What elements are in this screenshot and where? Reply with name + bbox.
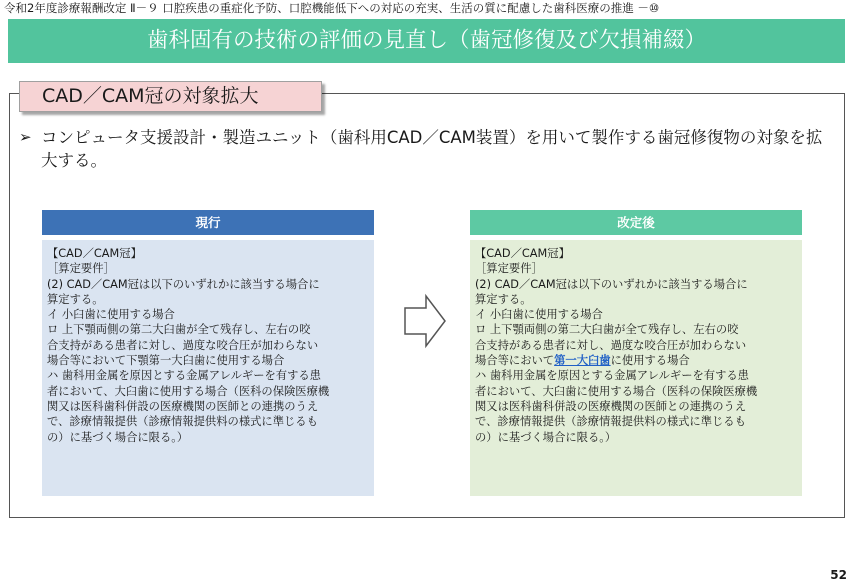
revised-line: 関又は医科歯科併設の医療機関の医師との連携のうえ (475, 399, 747, 413)
revised-line: ロ 上下顎両側の第二大臼歯が全て残存し、左右の咬 (475, 323, 739, 337)
current-line: 者において、大臼歯に使用する場合（医科の保険医療機 (47, 384, 330, 398)
revised-line: 合支持がある患者に対し、過度な咬合圧が加わらない (475, 338, 747, 352)
current-line: 合支持がある患者に対し、過度な咬合圧が加わらない (47, 338, 319, 352)
current-line: 場合等において下顎第一大臼歯に使用する場合 (47, 354, 285, 368)
changed-line-prefix: 場合等において (475, 354, 555, 368)
current-line: ロ 上下顎両側の第二大臼歯が全て残存し、左右の咬 (47, 323, 311, 337)
current-line: の）に基づく場合に限る。） (47, 430, 189, 444)
revised-column-body (470, 240, 802, 496)
changed-line-suffix: に使用する場合 (610, 354, 690, 368)
current-line: ［算定要件］ (47, 262, 115, 276)
revised-line: イ 小臼歯に使用する場合 (475, 308, 603, 322)
bullet-arrow-icon: ➢ (19, 128, 32, 146)
current-line: 算定する。 (47, 292, 104, 306)
current-line: (2) CAD／CAM冠は以下のいずれかに該当する場合に (47, 277, 320, 291)
revised-line: (2) CAD／CAM冠は以下のいずれかに該当する場合に (475, 277, 748, 291)
section-tab: CAD／CAM冠の対象拡大 (19, 81, 322, 112)
current-line: イ 小臼歯に使用する場合 (47, 308, 175, 322)
revised-changed-line (475, 353, 798, 368)
revised-column-header: 改定後 (470, 210, 802, 235)
current-line: で、診療情報提供（診療情報提供料の様式に準じるも (47, 415, 318, 429)
revised-line: ハ 歯科用金属を原因とする金属アレルギーを有する患 (475, 369, 749, 383)
revised-line: 者において、大臼歯に使用する場合（医科の保険医療機 (475, 384, 758, 398)
current-line: 【CAD／CAM冠】 (47, 247, 142, 260)
highlighted-change: 第一大臼歯 (554, 354, 611, 368)
right-arrow-outline-icon (402, 293, 448, 349)
current-column-body (42, 240, 374, 496)
slide-breadcrumb: 令和2年度診療報酬改定 Ⅱ－９ 口腔疾患の重症化予防、口腔機能低下への対応の充実、生活の質に配慮した歯科医療の推進 －⑩ (4, 1, 660, 15)
revised-line: ［算定要件］ (475, 262, 543, 276)
revised-line: 算定する。 (475, 292, 532, 306)
revised-line: の）に基づく場合に限る。） (475, 430, 617, 444)
page-number: 52 (830, 568, 847, 582)
bullet-text: コンピュータ支援設計・製造ユニット（歯科用CAD／CAM装置）を用いて製作する歯冠修復物の対象を拡大する。 (41, 128, 823, 170)
current-line: ハ 歯科用金属を原因とする金属アレルギーを有する患 (47, 369, 321, 383)
current-column-header: 現行 (42, 210, 374, 235)
revised-line: 【CAD／CAM冠】 (475, 247, 570, 260)
current-line: 関又は医科歯科併設の医療機関の医師との連携のうえ (47, 399, 319, 413)
revised-line: で、診療情報提供（診療情報提供料の様式に準じるも (475, 415, 746, 429)
slide-title: 歯科固有の技術の評価の見直し（歯冠修復及び欠損補綴） (8, 19, 845, 63)
